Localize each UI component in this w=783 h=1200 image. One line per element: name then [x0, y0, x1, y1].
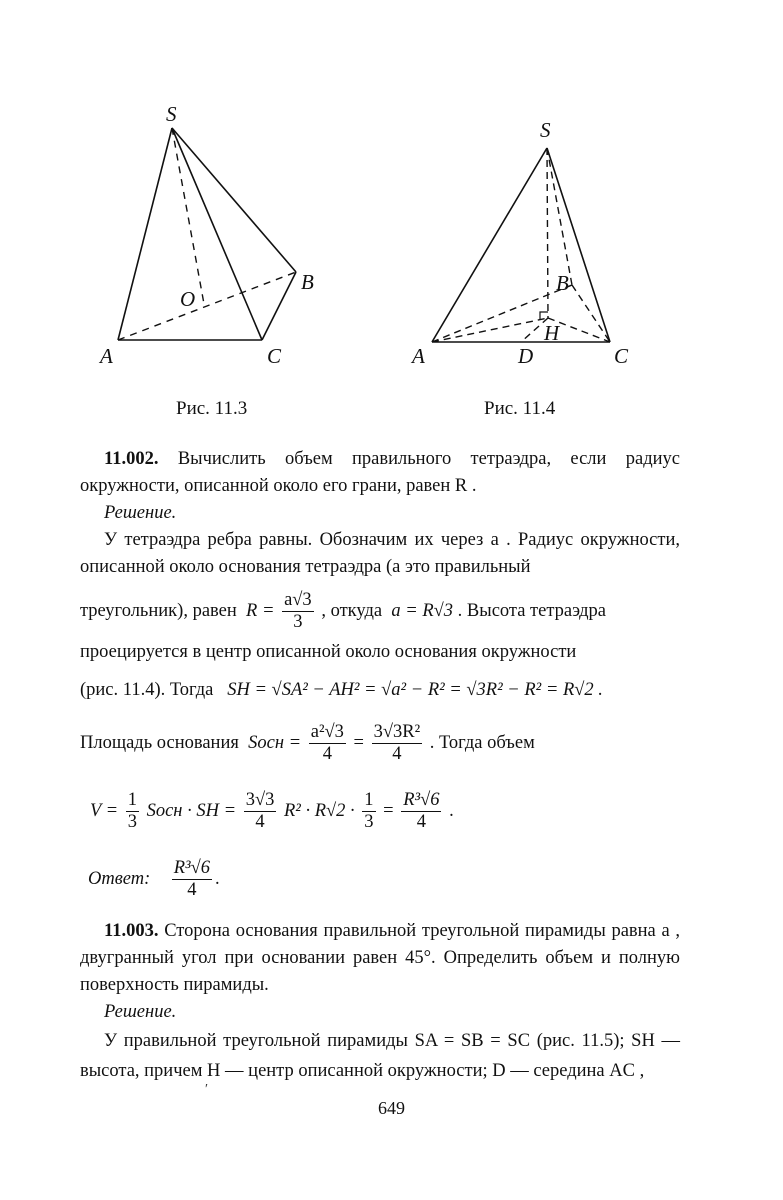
formula-mid-2: R² · R√2 ·	[283, 801, 355, 822]
fraction-one-third-b: $\frac{1}{3}$	[364, 790, 374, 833]
vertex-b-label: B	[556, 271, 569, 295]
problem-11-003-statement	[80, 918, 680, 999]
text-prefix: Площадь основания	[80, 733, 239, 754]
problem-11-002-intro	[80, 446, 680, 581]
formula-mid-1: Sосн · SH =	[146, 801, 237, 822]
formula-v: V =	[90, 801, 119, 822]
problem-number: 11.003.	[104, 921, 159, 941]
fraction-3sqrt3-over-4: $\frac{3√3}{4}$	[245, 790, 275, 833]
problem-statement: Вычислить объем правильного тетраэдра, если радиус окружности, описанной около его грани, равен R .	[80, 449, 681, 496]
vertex-h-label: H	[544, 321, 560, 345]
figure-11-4-caption: Рис. 11.4	[484, 398, 556, 419]
page-number: 649	[378, 1098, 405, 1118]
text-mid: , откуда	[321, 601, 383, 622]
fraction-area-2: $\frac{\text{3√3R²}}{4}$	[373, 722, 421, 765]
volume-formula-line	[90, 790, 690, 834]
formula-s-base: Sосн =	[248, 733, 302, 754]
text-suffix: . Тогда объем	[429, 733, 535, 754]
vertex-d-label: D	[518, 344, 534, 368]
vertex-s-label: S	[540, 118, 551, 142]
formula-sh: SH = √SA² − AH² = √a² − R² = √3R² − R² = R√2 .	[227, 680, 603, 700]
text-prefix: (рис. 11.4). Тогда	[80, 680, 214, 700]
solution-label: Решение.	[104, 1002, 177, 1022]
answer-line	[88, 858, 688, 902]
fraction-a-sqrt3-over-3: $\frac{a√3}{3}$	[284, 590, 312, 633]
vertex-c-label: C	[267, 344, 282, 368]
solution-paragraph-1: У правильной треугольной пирамиды SA = SB = SC (рис. 11.5); SH — высота, причем H — центр описанной окружности; D — середина AC ,	[80, 1031, 680, 1081]
vertex-a-label: A	[100, 344, 113, 368]
vertex-b-label: B	[301, 270, 314, 294]
formula-a: a = R√3	[391, 601, 454, 622]
solution-label: Решение.	[104, 503, 177, 523]
text-suffix: . Высота тетраэдра	[457, 601, 606, 622]
problem-11-002-statement	[80, 446, 680, 500]
vertex-o-label: O	[180, 287, 196, 311]
answer-end: .	[215, 869, 220, 890]
vertex-s-label: S	[166, 102, 177, 126]
formula-r: R =	[246, 601, 275, 622]
equals-sign: =	[383, 801, 394, 822]
figure-11-4-drawing	[0, 0, 783, 420]
text-prefix: треугольник), равен	[80, 601, 237, 622]
figure-11-3-caption: Рис. 11.3	[176, 398, 248, 419]
solution-paragraph-1: У тетраэдра ребра равны. Обозначим их через a . Радиус окружности, описанной около основания тетраэдра (а это правильный	[80, 530, 680, 577]
radius-formula-line	[80, 590, 680, 634]
equals-sign: =	[353, 733, 364, 754]
fraction-one-third: $\frac{1}{3}$	[127, 790, 137, 833]
vertex-a-label: A	[412, 344, 425, 368]
vertex-c-label: C	[614, 344, 629, 368]
problem-11-003	[80, 918, 680, 1086]
fraction-result: $\frac{\text{R³√6}}{4}$	[403, 790, 440, 833]
formula-end: .	[449, 801, 454, 822]
figure-11-4	[0, 0, 783, 425]
base-area-line	[80, 722, 680, 766]
stray-mark: ′	[205, 1082, 209, 1097]
height-formula-line	[80, 680, 680, 701]
projection-line: проецируется в центр описанной около основания окружности	[80, 642, 577, 662]
answer-fraction: $\frac{\text{R³√6}}{4}$	[173, 858, 211, 901]
answer-label: Ответ:	[88, 869, 151, 890]
problem-statement: Сторона основания правильной треугольной пирамиды равна a , двугранный угол при основании равен 45°. Определить объем и полную поверхность пирамиды.	[80, 921, 681, 995]
problem-number: 11.002.	[104, 449, 159, 469]
fraction-area-1: $\frac{\text{a²√3}}{4}$	[310, 722, 344, 765]
